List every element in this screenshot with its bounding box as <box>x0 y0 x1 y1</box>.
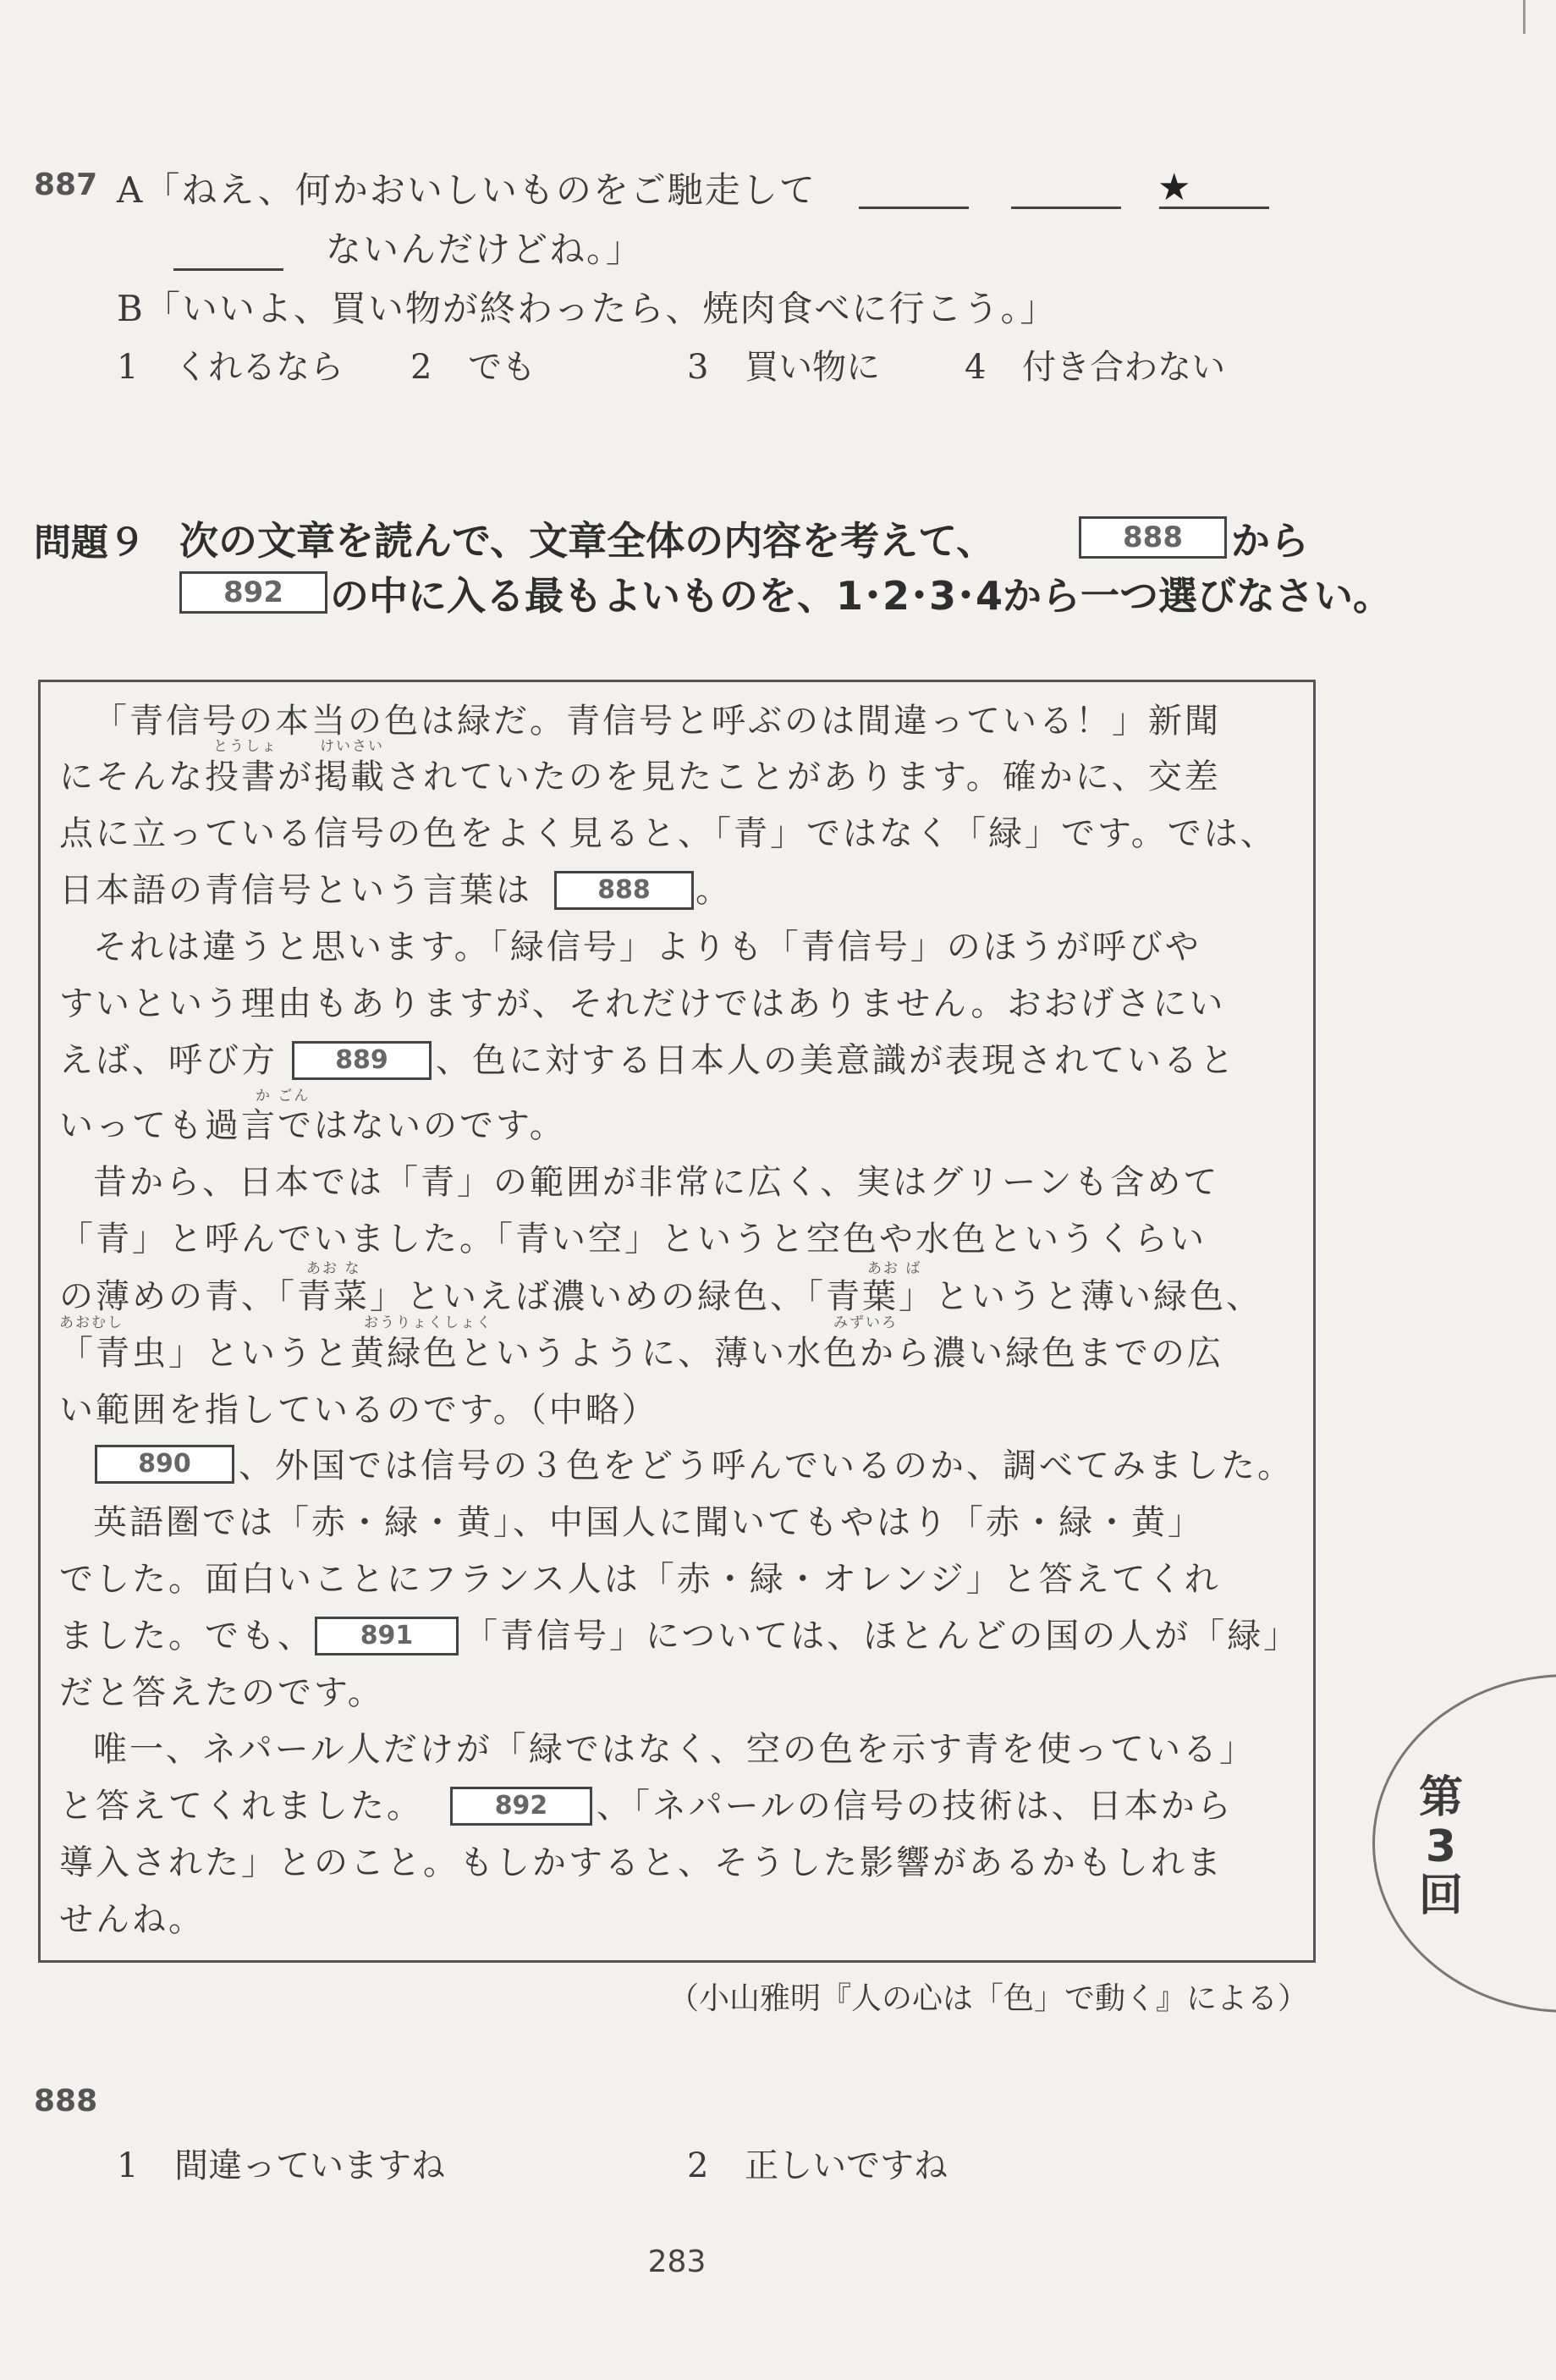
question-number-887: 887 <box>34 168 98 202</box>
passage-line: いっても過言ではないのです。 <box>59 1106 566 1145</box>
option-text: 付き合わない <box>1022 348 1226 387</box>
answer-blank-1[interactable] <box>859 203 969 209</box>
option-text: 正しいですね <box>745 2146 948 2185</box>
passage-line-end: 。 <box>696 871 732 910</box>
q887-line-a2: ないんだけどね。」 <box>326 229 644 270</box>
answer-blank-2[interactable] <box>1011 203 1121 209</box>
q888-option-2[interactable] <box>687 2139 948 2187</box>
answer-blank-star[interactable] <box>1159 203 1269 209</box>
passage-line: ました。でも、 <box>59 1617 314 1656</box>
passage-line: 導入された」とのこと。もしかすると、そうした影響があるかもしれま <box>59 1843 1223 1882</box>
option-text: 間違っていますね <box>174 2146 446 2185</box>
star-mark: ★ <box>1157 166 1191 209</box>
passage-line: と答えてくれました。 <box>59 1787 423 1826</box>
chapter-tab-char: 第 <box>1418 1772 1463 1823</box>
option-text: 買い物に <box>745 348 881 387</box>
scan-edge-mark <box>1523 0 1526 34</box>
passage-line: の薄めの青、「青菜」といえば濃いめの緑色、「青葉」というと薄い緑色、 <box>59 1277 1262 1316</box>
blank-box-888-header: 888 <box>1079 516 1227 559</box>
blank-box-888[interactable]: 888 <box>554 871 694 910</box>
blank-box-889[interactable]: 889 <box>292 1041 432 1080</box>
q887-option-1[interactable] <box>117 340 344 388</box>
chapter-tab-char: 回 <box>1418 1870 1463 1921</box>
passage-line: 日本語の青信号という言葉は <box>59 871 532 910</box>
passage-line: 「青信号の本当の色は緑だ。青信号と呼ぶのは間違っている！」新聞 <box>93 702 1221 741</box>
problem-9-instruction-kara: から <box>1231 518 1309 564</box>
answer-blank-4[interactable] <box>173 265 283 271</box>
q887-line-a: A「ねえ、何かおいしいものをご馳走して <box>117 169 816 211</box>
passage-line: 、「ネパールの信号の技術は、日本から <box>597 1787 1234 1826</box>
q887-option-2[interactable] <box>410 340 536 388</box>
passage-line: にそんな投書が掲載されていたのを見たことがあります。確かに、交差 <box>59 758 1221 796</box>
option-number: 1 <box>117 348 139 387</box>
passage-line-tail: 、色に対する日本人の美意識が表現されていると <box>436 1041 1236 1080</box>
ruby-kimidori: おうりょくしょく <box>364 1314 492 1331</box>
question-number-888: 888 <box>34 2084 98 2118</box>
q887-option-3[interactable] <box>687 340 880 388</box>
ruby-aona: あお な <box>306 1260 361 1277</box>
option-text: くれるなら <box>174 348 344 387</box>
option-text: でも <box>468 348 536 387</box>
option-number: 4 <box>965 348 987 387</box>
q887-line-b: B「いいよ、買い物が終わったら、焼肉食べに行こう。」 <box>117 288 1058 329</box>
passage-line: 点に立っている信号の色をよく見ると、「青」ではなく「緑」です。では、 <box>59 814 1277 853</box>
passage-line: 「青」と呼んでいました。「青い空」というと空色や水色というくらい <box>59 1220 1207 1259</box>
ruby-toushou: とうしょ <box>213 738 278 755</box>
option-number: 3 <box>687 348 709 387</box>
blank-box-892[interactable]: 892 <box>450 1787 592 1826</box>
chapter-tab-label <box>1411 1773 1471 1920</box>
passage-line: えば、呼び方 <box>59 1041 278 1080</box>
passage-line: だと答えたのです。 <box>59 1673 384 1712</box>
ruby-keisai: けいさい <box>320 738 384 755</box>
passage-line: 唯一、ネパール人だけが「緑ではなく、空の色を示す青を使っている」 <box>93 1730 1256 1769</box>
q887-option-4[interactable] <box>965 340 1225 388</box>
problem-9-instruction-2: の中に入る最もよいものを、1･2･3･4から一つ選びなさい。 <box>330 573 1393 619</box>
passage-line: 英語圏では「赤・緑・黄」、中国人に聞いてもやはり「赤・緑・黄」 <box>93 1503 1204 1542</box>
passage-line: 「青信号」については、ほとんどの国の人が「緑」 <box>464 1617 1300 1656</box>
passage-line: でした。面白いことにフランス人は「赤・緑・オレンジ」と答えてくれ <box>59 1560 1221 1599</box>
passage-line: い範囲を指しているのです。（中略） <box>59 1391 658 1430</box>
passage-line: せんね。 <box>59 1900 205 1939</box>
problem-9-instruction-1: 次の文章を読んで、文章全体の内容を考えて、 <box>179 518 996 564</box>
blank-box-892-header: 892 <box>179 571 327 614</box>
source-citation: （小山雅明『人の心は「色」で動く』による） <box>668 1981 1309 2016</box>
page-number: 283 <box>647 2245 707 2279</box>
q888-option-1[interactable] <box>117 2139 445 2187</box>
passage-line: 「青虫」というと黄緑色というように、薄い水色から濃い緑色までの広 <box>59 1334 1223 1373</box>
blank-box-891[interactable]: 891 <box>315 1617 459 1656</box>
passage-line: 、外国では信号の３色をどう呼んでいるのか、調べてみました。 <box>239 1446 1294 1485</box>
passage-line: 昔から、日本では「青」の範囲が非常に広く、実はグリーンも含めて <box>93 1163 1220 1202</box>
passage-line: すいという理由もありますが、それだけではありません。おおげさにい <box>59 984 1226 1023</box>
option-number: 2 <box>687 2146 709 2185</box>
ruby-mizuiro: みずいろ <box>833 1314 898 1331</box>
ruby-aomushi: あおむし <box>59 1314 124 1331</box>
ruby-kagon: か ごん <box>256 1088 311 1105</box>
option-number: 1 <box>117 2146 139 2185</box>
option-number: 2 <box>410 348 432 387</box>
ruby-aoba: あお ば <box>867 1260 922 1277</box>
chapter-tab-char: 3 <box>1425 1821 1457 1872</box>
blank-box-890[interactable]: 890 <box>95 1445 234 1484</box>
problem-9-label: 問題９ <box>34 521 146 565</box>
passage-line: それは違うと思います。「緑信号」よりも「青信号」のほうが呼びや <box>93 928 1201 967</box>
